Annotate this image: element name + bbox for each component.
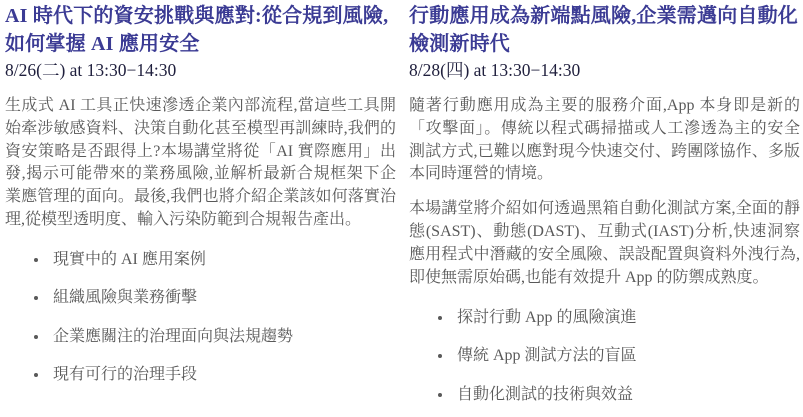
session-description: 隨著行動應用成為主要的服務介面,App 本身即是新的「攻擊面」。傳統以程式碼掃描或人工滲透為主的安全測試方式,已難以應對現今快速交付、跨團隊協作、多版本同時運營的情境。 [409, 96, 800, 183]
session-topics-list [409, 307, 800, 406]
list-item: • 組織風險與業務衝擊 [49, 287, 396, 309]
session-description: 本場講堂將介紹如何透過黑箱自動化測試方案,全面的靜態(SAST)、動態(DAST)、互動式(IAST)分析,快速洞察應用程式中潛藏的安全風險、誤設配置與資料外洩行為,即使無需原始碼,也能有效提升 App 的防禦成熟度。 [409, 200, 800, 286]
list-item: • 探討行動 App 的風險演進 [453, 307, 800, 329]
list-item: • 傳統 App 測試方法的盲區 [453, 345, 800, 367]
list-item: • 現實中的 AI 應用案例 [49, 249, 396, 271]
session-title: 行動應用成為新端點風險,企業需邁向自動化檢測新時代 [409, 5, 798, 55]
session-datetime: 8/28(四) at 13:30−14:30 [409, 60, 581, 81]
list-item: • 自動化測試的技術與效益 [453, 384, 800, 406]
session-column-ai-security [5, 3, 396, 417]
list-item: • 企業應關注的治理面向與法規趨勢 [49, 326, 396, 348]
session-topics-list [5, 249, 396, 387]
list-item: • 現有可行的治理手段 [49, 364, 396, 386]
session-datetime: 8/26(二) at 13:30−14:30 [5, 60, 177, 81]
session-column-mobile-app-testing [409, 3, 800, 417]
session-description: 生成式 AI 工具正快速滲透企業內部流程,當這些工具開始牽涉敏感資料、決策自動化甚至模型再訓練時,我們的資安策略是否跟得上?本場講堂將從「AI 實際應用」出發,揭示可能帶來的業務風險,並解析最新合規框架下企業應管理的面向。最後,我們也將介紹企業該如何落實治理,從模型透明度、輸入污染防範到合規報告產出。 [5, 96, 396, 229]
session-title: AI 時代下的資安挑戰與應對:從合規到風險,如何掌握 AI 應用安全 [5, 5, 389, 55]
